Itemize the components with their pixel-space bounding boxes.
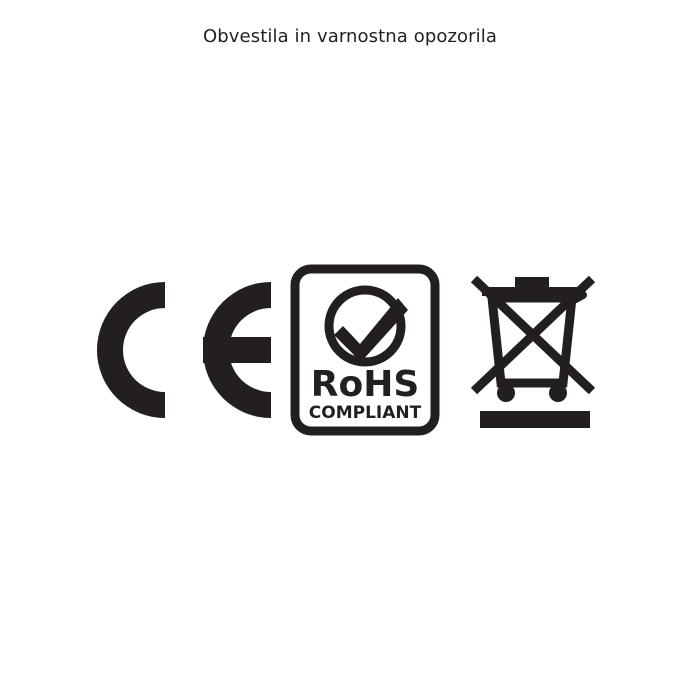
weee-mark [450, 260, 620, 440]
ce-mark [80, 260, 280, 440]
rohs-label-secondary: COMPLIANT [308, 403, 422, 423]
rohs-mark [280, 260, 450, 440]
page-title: Obvestila in varnostna opozorila [203, 26, 497, 47]
ce-marking-icon [85, 270, 275, 430]
rohs-compliant-icon [290, 264, 440, 436]
rohs-label-primary: RoHS [310, 364, 420, 405]
compliance-marks-row [0, 255, 700, 445]
weee-crossed-out-wheelie-bin-icon [470, 265, 600, 435]
